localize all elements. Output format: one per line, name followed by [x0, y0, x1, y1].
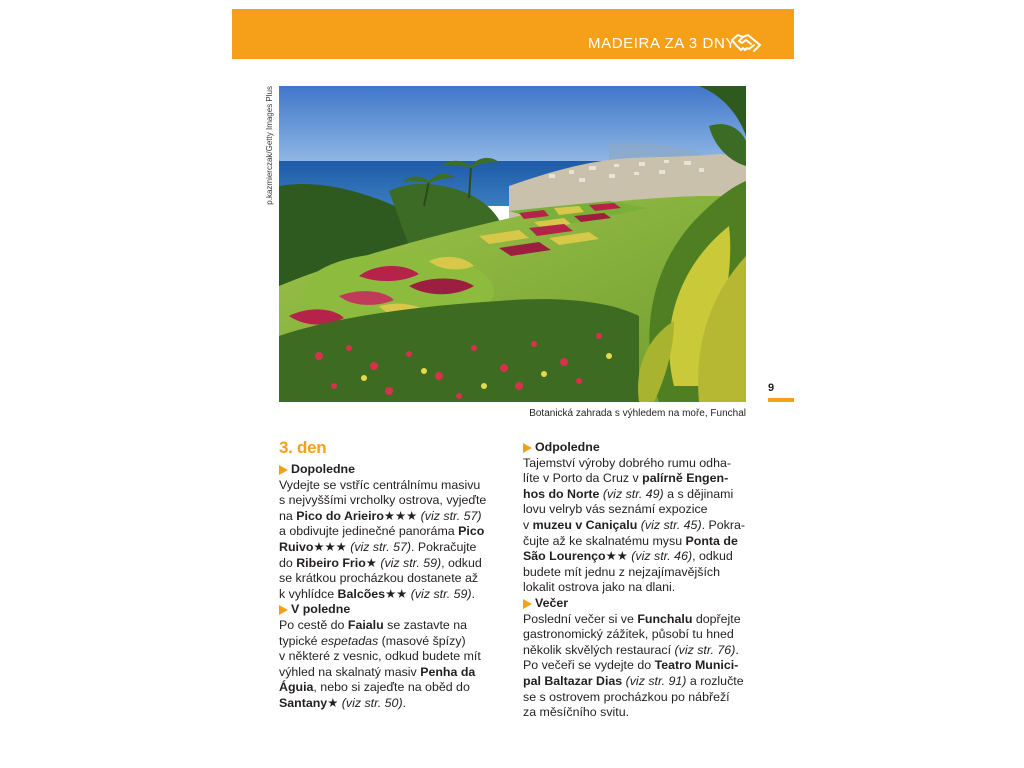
page-number-rule [768, 398, 794, 402]
text-run: , nebo si zajeďte na oběd do [313, 680, 470, 695]
triangle-bullet-icon [523, 599, 532, 609]
text-run: v [523, 517, 533, 532]
text-run: líte v Porto da Cruz v [523, 471, 643, 486]
text-run: (viz str. 46) [627, 549, 693, 564]
triangle-bullet-icon [279, 465, 288, 475]
section-title-evening [523, 596, 748, 612]
section-title-morning [279, 462, 504, 478]
section-title-afternoon [523, 440, 748, 456]
text-run: (viz str. 50) [338, 695, 403, 710]
section-title-label: Dopoledne [291, 462, 356, 476]
text-run: (viz str. 57) [346, 539, 412, 554]
section-text-evening [523, 612, 748, 721]
triangle-bullet-icon [523, 443, 532, 453]
text-run: Pico do Arieiro [296, 508, 384, 523]
text-run: ★★★ [383, 508, 418, 523]
text-run: Águia [279, 680, 314, 695]
text-run: Pico [458, 524, 485, 539]
text-run: Ruivo [279, 539, 314, 554]
text-run: pal Baltazar Dias [523, 673, 623, 688]
text-run: . [402, 695, 407, 710]
text-run: . [735, 642, 739, 657]
day-title: 3. den [279, 438, 327, 457]
text-run: Poslední večer si ve [523, 611, 638, 626]
text-run: na [279, 508, 297, 523]
text-run: Ribeiro Frio [296, 555, 366, 570]
right-column [523, 440, 748, 721]
text-run: muzeu v Caniçalu [532, 517, 638, 532]
section-title-label: V poledne [291, 602, 351, 617]
section-title-label: Odpoledne [535, 440, 600, 454]
text-run: a obdivujte jedinečné panoráma [279, 524, 459, 539]
section-text-morning [279, 478, 504, 603]
text-run: lokalit ostrova jako na dlani. [523, 580, 676, 595]
text-run: Tajemství výroby dobrého rumu odha- [523, 455, 731, 470]
triangle-bullet-icon [279, 605, 288, 615]
text-run: čujte až ke skalnatému mysu [523, 533, 686, 548]
text-run: a rozlučte [686, 673, 744, 688]
header-title: MADEIRA ZA 3 DNY [588, 35, 736, 52]
left-column [279, 438, 504, 712]
text-run: . [471, 586, 476, 601]
text-run: (viz str. 59) [376, 555, 442, 570]
text-run: se s ostrovem procházkou po nábřeží [523, 689, 730, 704]
text-run: . Pokračujte [411, 539, 477, 554]
text-run: (viz str. 57) [417, 508, 482, 523]
text-run: (masové špízy) [378, 633, 466, 648]
text-run: výhled na skalnatý masiv [279, 664, 421, 679]
text-run: do [279, 555, 297, 570]
text-run: k vyhlídce [279, 586, 338, 601]
text-run: se zastavte na [383, 617, 468, 632]
text-run: ★ [365, 555, 377, 570]
text-run: espetadas [321, 633, 379, 648]
text-run: lovu velryb vás seznámí expozice [523, 502, 708, 517]
text-run: (viz str. 76) [671, 642, 736, 657]
text-run: hos do Norte [523, 486, 600, 501]
text-run: , odkud [692, 549, 733, 564]
text-run: gastronomický zážitek, působí tu hned [523, 627, 734, 642]
botanical-garden-photo [279, 86, 746, 402]
photo-caption: Botanická zahrada s výhledem na moře, Funchal [529, 408, 746, 419]
text-run: Teatro Munici- [654, 658, 739, 673]
text-run: Santany [279, 695, 328, 710]
text-run: ★★ [385, 586, 408, 601]
text-run: a s dějinami [663, 486, 734, 501]
text-run: (viz str. 49) [599, 486, 664, 501]
text-run: budete mít jednu z nejzajímavějších [523, 564, 720, 579]
text-run: (viz str. 91) [622, 673, 687, 688]
text-run: Vydejte se vstříc centrálnímu masivu [279, 477, 481, 492]
text-run: (viz str. 45) [637, 517, 702, 532]
text-run: palírně Engen- [642, 471, 729, 486]
text-run: Penha da [420, 664, 476, 679]
text-run: , odkud [441, 555, 482, 570]
text-run: se krátkou procházkou dostanete až [279, 571, 479, 586]
text-run: ★★★ [313, 539, 347, 554]
text-run: za měsíčního svitu. [523, 705, 630, 720]
section-title-label: Večer [535, 595, 569, 610]
text-run: Po večeři se vydejte do [523, 658, 655, 673]
handshake-icon [730, 31, 762, 55]
text-run: dopřejte [692, 611, 741, 626]
section-title-noon [279, 602, 504, 618]
text-run: Balcões [337, 586, 386, 601]
text-run: Po cestě do [279, 617, 348, 632]
text-run: s nejvyššími vrcholky ostrova, vyjeďte [279, 493, 487, 508]
text-run: v některé z vesnic, odkud budete mít [279, 649, 481, 664]
text-run: několik skvělých restaurací [523, 642, 672, 657]
photo-credit: p.kazmierczak/Getty Images Plus [265, 86, 274, 205]
text-run: (viz str. 59) [407, 586, 472, 601]
text-run: São Lourenço [523, 549, 606, 564]
text-run: Faialu [347, 617, 384, 632]
text-run: . Pokra- [701, 517, 745, 532]
section-text-afternoon [523, 456, 748, 596]
text-run: Funchalu [637, 611, 693, 626]
page-number: 9 [768, 382, 775, 394]
text-run: ★★ [605, 549, 628, 564]
text-run: ★ [327, 695, 339, 710]
text-run: Ponta de [685, 533, 738, 548]
section-text-noon [279, 618, 504, 712]
header-band [232, 9, 794, 59]
text-run: typické [279, 633, 322, 648]
